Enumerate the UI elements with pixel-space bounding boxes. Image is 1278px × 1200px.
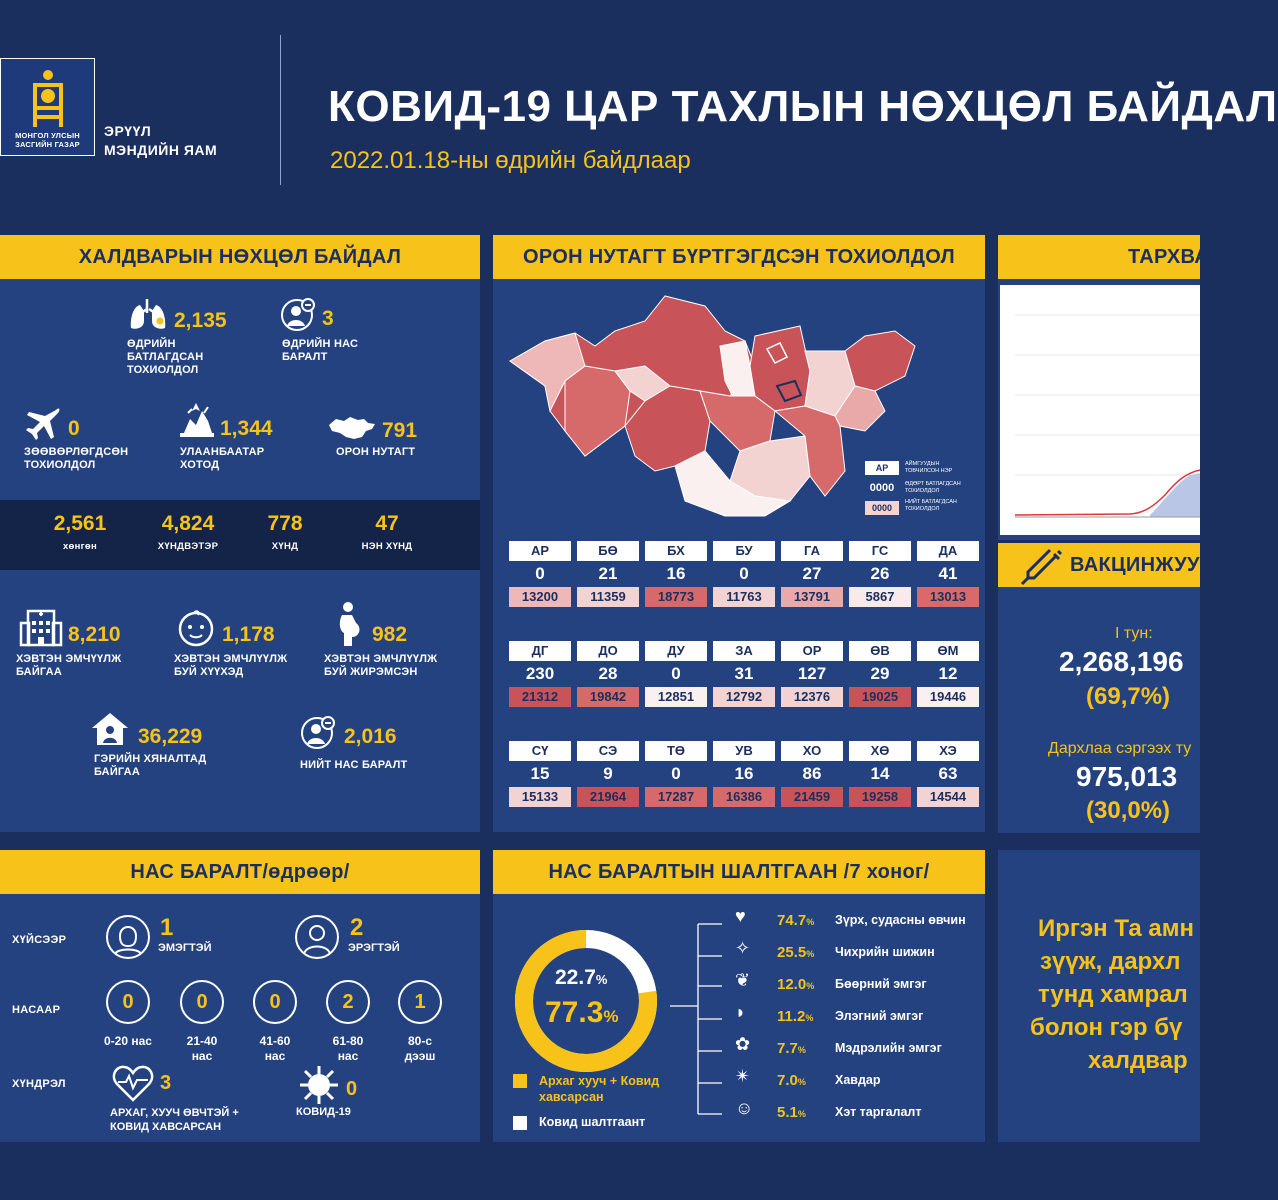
ministry-name (104, 122, 217, 160)
ulaanbaatar-label-1: УЛААНБААТАР (180, 446, 265, 458)
age-count-1: 0 (106, 980, 150, 1024)
age-range-2 (167, 1034, 237, 1064)
province-total: 18773 (645, 587, 707, 607)
cause-percent (777, 944, 835, 961)
home-label (94, 753, 206, 779)
age-range-line-2: нас (337, 1049, 359, 1063)
cause-item-3 (777, 972, 927, 996)
female-value: 1 (160, 914, 174, 941)
chronic-label-1: АРХАГ, ХУУЧ ӨВЧТЭЙ + (110, 1107, 239, 1119)
province-code: ДГ (509, 641, 571, 661)
legend-daily-desc-1: ӨДӨРТ БАТЛАГДСАН (905, 481, 961, 487)
cause-label: Чихрийн шижин (835, 945, 935, 959)
causes-connector (668, 916, 726, 1116)
legend-code-sample: АР (865, 461, 899, 475)
age-count-3: 0 (253, 980, 297, 1024)
legend-chronic-label (539, 1073, 659, 1105)
cause-percent-number: 5.1 (777, 1103, 798, 1121)
lungs-icon (128, 297, 168, 331)
chronic-label (110, 1106, 239, 1134)
cause-percent (777, 976, 835, 993)
cause-percent-sign: % (797, 1108, 806, 1119)
children-label-1: ХЭВТЭН ЭМЧЛҮҮЛЖ (174, 653, 288, 665)
province-total: 11359 (577, 587, 639, 607)
severity-severe-label: ХҮНД (271, 541, 299, 552)
chronic-label-2: КОВИД ХАВСАРСАН (110, 1121, 222, 1133)
syringe-icon (1020, 548, 1062, 584)
province-daily: 12 (938, 664, 958, 683)
heart-icon: ♥ (735, 906, 746, 926)
legend-chronic-label-1: Архаг хууч + Ковид (539, 1074, 660, 1088)
message-line-1: Иргэн Та амн (1038, 915, 1194, 942)
province-15 (509, 741, 571, 807)
severity-band (0, 500, 480, 570)
province-11 (713, 641, 775, 707)
province-16 (577, 741, 639, 807)
province-code: УВ (713, 741, 775, 761)
legend-total-desc-2: ТОХИОЛДОЛ (905, 506, 940, 512)
pregnant-value: 982 (372, 623, 408, 646)
male-value: 2 (350, 914, 364, 941)
infection-panel (0, 235, 480, 832)
province-12 (781, 641, 843, 707)
age-count-5: 1 (398, 980, 442, 1024)
donut-small-value (555, 966, 607, 990)
legend-total-desc-1: НИЙТ БАТЛАГДСАН (905, 499, 957, 505)
age-count-2: 0 (180, 980, 224, 1024)
age-range-line-2: дээш (404, 1049, 436, 1063)
province-code: БУ (713, 541, 775, 561)
age-range-1 (93, 1034, 163, 1049)
province-13 (849, 641, 911, 707)
person-minus-icon (280, 297, 316, 333)
ministry-line-1: ЭРҮҮЛ (104, 123, 152, 139)
province-daily: 16 (666, 564, 686, 583)
donut-small-pct-sign: % (595, 972, 608, 987)
cause-percent-sign: % (806, 916, 815, 927)
province-8 (509, 641, 571, 707)
province-total: 12792 (713, 687, 775, 707)
province-code: ТӨ (645, 741, 707, 761)
legend-total-desc (905, 499, 957, 513)
age-range-line-1: 80-с (407, 1034, 433, 1048)
daily-deaths-value: 3 (322, 307, 334, 330)
covid-label: КОВИД-19 (296, 1106, 351, 1118)
map-legend (865, 461, 980, 519)
cause-item-6 (777, 1068, 881, 1092)
cause-percent-number: 74.7 (777, 911, 807, 929)
province-6 (849, 541, 911, 607)
province-daily: 41 (938, 564, 958, 583)
soyombo-icon (31, 67, 65, 129)
province-daily: 28 (598, 664, 618, 683)
province-code: ЗА (713, 641, 775, 661)
province-18 (713, 741, 775, 807)
province-7 (917, 541, 979, 607)
cause-percent (777, 912, 835, 929)
age-range-line-2: нас (264, 1049, 286, 1063)
province-3 (645, 541, 707, 607)
spread-heading-text: ТАРХВА (1128, 245, 1210, 268)
province-9 (577, 641, 639, 707)
baby-face-icon (176, 609, 216, 647)
daily-deaths-label-1: ӨДРИЙН НАС (282, 338, 359, 350)
cause-percent-sign: % (806, 948, 815, 959)
cancer-cell-icon: ✴ (735, 1066, 751, 1086)
chart-area-fill (1150, 473, 1200, 517)
hospitalized-value: 8,210 (68, 623, 121, 646)
message-line-2: зүүж, дархл (1040, 948, 1181, 975)
children-value: 1,178 (222, 623, 275, 646)
province-daily: 14 (870, 764, 890, 783)
cause-percent-number: 11.2 (777, 1007, 806, 1025)
cause-label: Зүрх, судасны өвчин (835, 913, 966, 927)
daily-deaths-label (282, 338, 358, 364)
monument-icon (178, 401, 216, 439)
brain-icon: ✿ (735, 1034, 751, 1054)
province-code: ДО (577, 641, 639, 661)
total-deaths-label: НИЙТ НАС БАРАЛТ (300, 759, 408, 771)
spread-heading (998, 235, 1210, 279)
by-sex-label: ХҮЙСЭЭР (12, 934, 67, 946)
severity-severe (240, 512, 330, 552)
province-daily: 27 (802, 564, 822, 583)
age-range-line-1: 41-60 (259, 1034, 291, 1048)
page-header (0, 0, 1278, 225)
province-10 (645, 641, 707, 707)
cause-percent-sign: % (797, 1076, 806, 1087)
province-daily: 0 (671, 764, 681, 783)
daily-confirmed-label-1: ӨДРИЙН (127, 338, 176, 350)
province-code: ОР (781, 641, 843, 661)
heart-pulse-icon (112, 1064, 154, 1102)
female-icon (105, 914, 151, 960)
severity-label: ХҮНДРЭЛ (12, 1078, 66, 1090)
cause-label: Хэт таргалалт (835, 1105, 922, 1119)
legend-code-desc-2: ТОВЧИЛСОН НЭР (905, 468, 953, 474)
cause-label: Бөөрний эмгэг (835, 977, 927, 991)
dose1-label: I тун: (1115, 625, 1153, 642)
age-range-4 (313, 1034, 383, 1064)
home-label-1: ГЭРИЙН ХЯНАЛТАД (94, 753, 207, 765)
province-code: ГА (781, 541, 843, 561)
covid-value: 0 (346, 1078, 358, 1100)
province-total: 21312 (509, 687, 571, 707)
age-range-line-1: 61-80 (332, 1034, 364, 1048)
total-deaths-value: 2,016 (344, 725, 397, 748)
ulaanbaatar-label (180, 446, 264, 472)
legend-covid-label: Ковид шалтгаант (539, 1115, 646, 1129)
province-code: ГС (849, 541, 911, 561)
province-2 (577, 541, 639, 607)
by-age-label: НАСААР (12, 1004, 61, 1016)
person-minus-icon (300, 715, 336, 751)
age-range-5 (385, 1034, 455, 1064)
severity-severe-value: 778 (267, 512, 303, 535)
province-code: БХ (645, 541, 707, 561)
home-label-2: БАЙГАА (94, 766, 140, 778)
province-total: 19842 (577, 687, 639, 707)
booster-value: 975,013 (1076, 761, 1178, 792)
pregnant-label-2: БУЙ ЖИРЭМСЭН (324, 666, 418, 678)
daily-deaths-label-2: БАРАЛТ (282, 351, 328, 363)
causes-heading: НАС БАРАЛТЫН ШАЛТГААН /7 хоног/ (493, 850, 985, 894)
header-divider (280, 35, 281, 185)
logo-text-1: МОНГОЛ УЛСЫН (15, 131, 80, 140)
cause-item-5 (777, 1036, 942, 1060)
pregnant-label-1: ХЭВТЭН ЭМЧЛҮҮЛЖ (324, 653, 438, 665)
booster-percent: (30,0%) (1086, 797, 1171, 824)
cause-percent-number: 7.0 (777, 1071, 798, 1089)
kidney-icon: ❦ (735, 970, 751, 990)
daily-confirmed-label-3: ТОХИОЛДОЛ (127, 364, 199, 376)
cause-percent (777, 1104, 835, 1121)
province-code: ДУ (645, 641, 707, 661)
spread-chart (1000, 285, 1200, 535)
severity-critical-label: НЭН ХҮНД (361, 541, 413, 552)
liver-icon: ◗ (735, 1002, 746, 1022)
province-21 (917, 741, 979, 807)
male-icon (294, 914, 340, 960)
province-code: ХӨ (849, 741, 911, 761)
cause-percent-number: 12.0 (777, 975, 807, 993)
cause-item-1 (777, 908, 966, 932)
province-code: СҮ (509, 741, 571, 761)
imported-label-2: ТОХИОЛДОЛ (24, 459, 96, 471)
age-range-3 (240, 1034, 310, 1064)
legend-chronic-label-2: хавсарсан (539, 1090, 604, 1104)
children-label-2: БУЙ ХҮҮХЭД (174, 666, 244, 678)
cause-percent-sign: % (805, 1012, 814, 1023)
severity-mild-value: 2,561 (53, 512, 107, 535)
cause-percent-number: 25.5 (777, 943, 807, 961)
province-total: 17287 (645, 787, 707, 807)
cause-percent-sign: % (797, 1044, 806, 1055)
daily-confirmed-value: 2,135 (174, 309, 227, 332)
home-icon (90, 711, 130, 747)
donut-large-value (545, 996, 619, 1030)
hospitalized-label (16, 653, 121, 679)
infection-heading: ХАЛДВАРЫН НӨХЦӨЛ БАЙДАЛ (0, 235, 480, 279)
mongolia-map-icon (328, 415, 376, 441)
province-4 (713, 541, 775, 607)
age-count-4: 2 (326, 980, 370, 1024)
province-total: 13013 (917, 587, 979, 607)
regional-panel (493, 235, 985, 832)
province-daily: 29 (870, 664, 890, 683)
ministry-line-2: МЭНДИЙН ЯАМ (104, 142, 218, 158)
legend-code-desc-1: АЙМГУУДЫН (905, 461, 940, 467)
age-range-line-2: нас (191, 1049, 213, 1063)
legend-code-desc (905, 461, 952, 475)
province-total: 21459 (781, 787, 843, 807)
vaccine-heading-text: ВАКЦИНЖУУ (1070, 553, 1200, 576)
cause-percent (777, 1008, 835, 1025)
causes-panel (493, 850, 985, 1142)
severity-moderate (143, 512, 233, 552)
legend-daily-desc (905, 481, 961, 495)
age-range-line-1: 0-20 нас (104, 1034, 152, 1048)
spread-chart-svg (1000, 285, 1200, 535)
airplane-icon (26, 407, 60, 441)
severity-moderate-label: ХҮНДВЭТЭР (157, 541, 219, 552)
chronic-value: 3 (160, 1072, 172, 1094)
province-14 (917, 641, 979, 707)
pregnant-icon (334, 601, 364, 647)
daily-confirmed-label-2: БАТЛАГДСАН (127, 351, 204, 363)
province-total: 19025 (849, 687, 911, 707)
hospitalized-label-1: ХЭВТЭН ЭМЧҮҮЛЖ (16, 653, 122, 665)
province-code: ХЭ (917, 741, 979, 761)
province-1 (509, 541, 571, 607)
donut-large-pct-sign: % (603, 1007, 619, 1026)
ulaanbaatar-value: 1,344 (220, 417, 273, 440)
province-5 (781, 541, 843, 607)
province-19 (781, 741, 843, 807)
severity-moderate-value: 4,824 (161, 512, 215, 535)
legend-chronic-swatch (513, 1074, 527, 1088)
cause-percent-sign: % (806, 980, 815, 991)
hospital-icon (20, 607, 62, 647)
daily-confirmed-label (127, 338, 203, 377)
province-daily: 9 (603, 764, 613, 783)
page-subtitle: 2022.01.18-ны өдрийн байдлаар (330, 147, 691, 174)
province-daily: 86 (802, 764, 822, 783)
province-code: БӨ (577, 541, 639, 561)
ulaanbaatar-label-2: ХОТОД (180, 459, 220, 471)
province-total: 15133 (509, 787, 571, 807)
legend-covid-swatch (513, 1116, 527, 1130)
province-code: ӨМ (917, 641, 979, 661)
province-total: 13200 (509, 587, 571, 607)
province-total: 19446 (917, 687, 979, 707)
government-logo (0, 58, 95, 156)
imported-value: 0 (68, 417, 80, 440)
province-daily: 31 (734, 664, 754, 683)
province-daily: 230 (525, 664, 555, 683)
donut-large-number: 77.3 (545, 996, 604, 1029)
province-total: 13791 (781, 587, 843, 607)
severity-mild (35, 512, 125, 552)
mongolia-map (505, 291, 925, 531)
imported-label (24, 446, 128, 472)
children-label (174, 653, 287, 679)
age-range-line-1: 21-40 (186, 1034, 218, 1048)
province-17 (645, 741, 707, 807)
blood-drop-icon: ✧ (735, 938, 751, 958)
regional-heading: ОРОН НУТАГТ БҮРТГЭГДСЭН ТОХИОЛДОЛ (493, 235, 985, 279)
province-daily: 127 (797, 664, 827, 683)
legend-daily-desc-2: ТОХИОЛДОЛ (905, 488, 940, 494)
province-daily: 0 (671, 664, 681, 683)
cause-label: Элэгний эмгэг (835, 1009, 924, 1023)
province-code: АР (509, 541, 571, 561)
page-title: КОВИД-19 ЦАР ТАХЛЫН НӨХЦӨЛ БАЙДАЛ (328, 82, 1278, 131)
province-daily: 26 (870, 564, 890, 583)
provinces-label: ОРОН НУТАГТ (336, 446, 416, 458)
body-icon: ☺ (735, 1098, 754, 1118)
hospitalized-label-2: БАЙГАА (16, 666, 62, 678)
dose1-percent: (69,7%) (1086, 683, 1171, 710)
severity-critical-value: 47 (375, 512, 399, 535)
cause-percent (777, 1072, 835, 1089)
legend-daily-sample: 0000 (869, 482, 895, 494)
donut-small-number: 22.7 (555, 966, 596, 989)
province-total: 19258 (849, 787, 911, 807)
pregnant-label (324, 653, 437, 679)
province-total: 11763 (713, 587, 775, 607)
province-daily: 0 (535, 564, 545, 583)
cause-item-7 (777, 1100, 922, 1124)
province-total: 5867 (849, 587, 911, 607)
cause-item-2 (777, 940, 935, 964)
public-message (1010, 912, 1210, 1077)
message-line-4: болон гэр бү (1030, 1014, 1183, 1041)
province-total: 21964 (577, 787, 639, 807)
logo-text-2: ЗАСГИЙН ГАЗАР (15, 140, 80, 149)
cause-label: Хавдар (835, 1073, 881, 1087)
province-total: 16386 (713, 787, 775, 807)
cause-percent (777, 1040, 835, 1057)
province-daily: 15 (530, 764, 550, 783)
province-total: 12376 (781, 687, 843, 707)
chart-gridlines (1015, 315, 1200, 475)
severity-mild-label: хөнгөн (62, 541, 98, 552)
province-daily: 16 (734, 764, 754, 783)
province-daily: 0 (739, 564, 749, 583)
province-daily: 63 (938, 764, 958, 783)
message-line-5: халдвар (1088, 1047, 1188, 1074)
province-total: 12851 (645, 687, 707, 707)
legend-total-sample: 0000 (865, 501, 899, 515)
deaths-heading: НАС БАРАЛТ/өдрөөр/ (0, 850, 480, 894)
cause-label: Мэдрэлийн эмгэг (835, 1041, 942, 1055)
provinces-value: 791 (382, 419, 418, 442)
female-label: ЭМЭГТЭЙ (158, 942, 212, 954)
severity-critical (342, 512, 432, 552)
dose1-value: 2,268,196 (1059, 646, 1184, 677)
cause-percent-number: 7.7 (777, 1039, 798, 1057)
message-line-3: тунд хамрал (1038, 981, 1188, 1008)
province-daily: 21 (598, 564, 618, 583)
deaths-panel (0, 850, 480, 1142)
booster-label: Дархлаа сэргээх ту (1048, 740, 1192, 757)
province-code: ДА (917, 541, 979, 561)
male-label: ЭРЭГТЭЙ (348, 942, 400, 954)
province-code: ӨВ (849, 641, 911, 661)
province-total: 14544 (917, 787, 979, 807)
imported-label-1: ЗӨӨВӨРЛӨГДСӨН (24, 446, 129, 458)
home-value: 36,229 (138, 725, 203, 748)
province-20 (849, 741, 911, 807)
province-code: СЭ (577, 741, 639, 761)
province-code: ХО (781, 741, 843, 761)
cause-item-4 (777, 1004, 923, 1028)
virus-icon (298, 1064, 340, 1106)
